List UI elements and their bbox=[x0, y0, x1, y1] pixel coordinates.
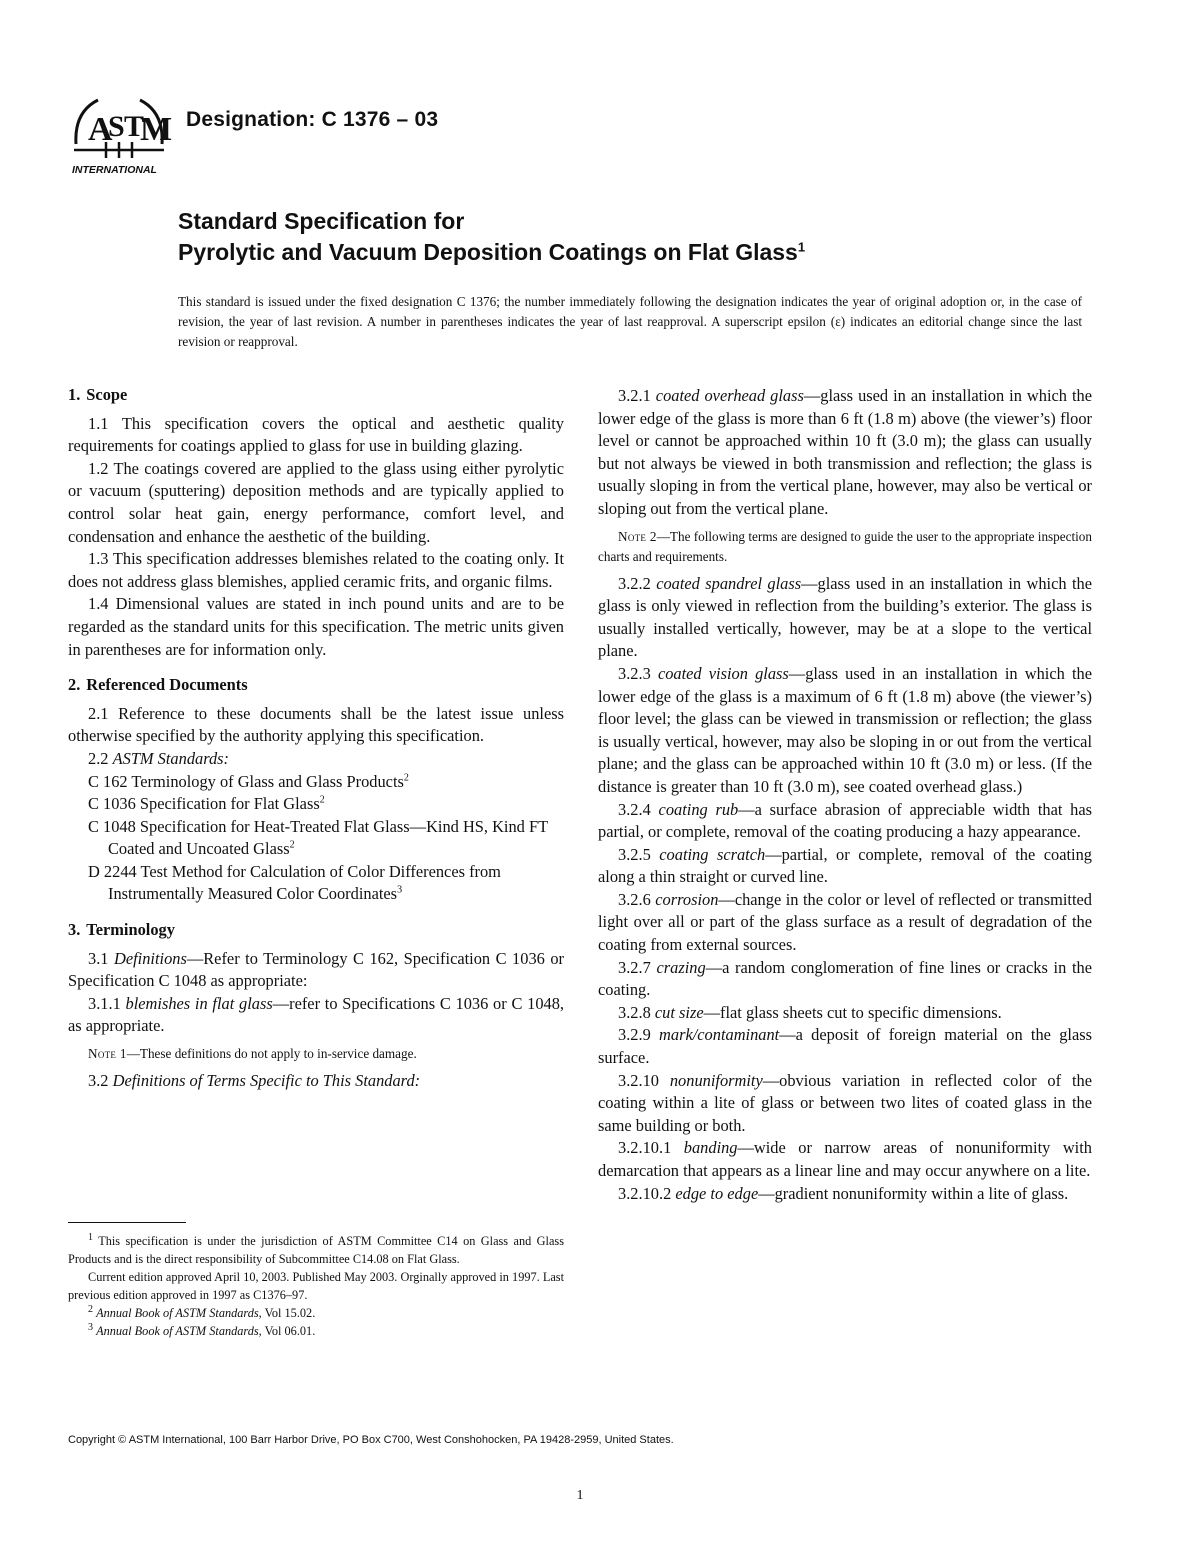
designation: Designation: C 1376 – 03 bbox=[186, 108, 439, 131]
definition-3-2-4: 3.2.4 coating rub—a surface abrasion of appreciable width that has partial, or complete, removal of the coating producing a hazy appearance. bbox=[598, 799, 1093, 842]
definition-3-2-6: 3.2.6 corrosion—change in the color or level of reflected or transmitted light over all or part of the glass surface as a result of degradation of the coating from external sources. bbox=[598, 889, 1092, 955]
issue-note: This standard is issued under the fixed designation C 1376; the number immediately following the designation indicates the year of original adoption or, in the case of revision, the year of last revision. A number in parentheses indicates the year of last reapproval. A superscript epsilon (ε) indicates an editorial change since the last revision or reapproval. bbox=[178, 294, 1082, 349]
footnote-rule bbox=[68, 1222, 186, 1223]
definition-3-2-2: 3.2.2 coated spandrel glass—glass used in an installation in which the glass is only viewed in reflection from the building’s exterior. The glass is usually installed vertically, however, may be at a slope to the vertical plane. bbox=[598, 573, 1092, 661]
reference-c1048: C 1048 Specification for Heat-Treated Flat Glass—Kind HS, Kind FT Coated and Uncoated Glass$^2$ bbox=[88, 816, 548, 859]
left-column bbox=[68, 384, 564, 1093]
definition-3-2-5: 3.2.5 coating scratch—partial, or complete, removal of the coating along a thin straight or curved line. bbox=[598, 844, 1092, 887]
note-1: Note 1—These definitions do not apply to in-service damage. bbox=[88, 1046, 417, 1062]
document-title bbox=[178, 206, 805, 268]
footnote-2: $^2$ Annual Book of ASTM Standards, Vol 15.02. bbox=[88, 1303, 316, 1320]
title-line-1: Standard Specification for bbox=[178, 208, 465, 234]
section-heading-referenced-documents: 2. Referenced Documents bbox=[68, 675, 248, 695]
paragraph-1-2: 1.2 The coatings covered are applied to the glass using either pyrolytic or vacuum (sputtering) deposition methods and are typically applied to control solar heat gain, energy performance, comfort level, and condensation and enhance the aesthetic of the building. bbox=[68, 458, 564, 546]
svg-text:INTERNATIONAL: INTERNATIONAL bbox=[72, 164, 157, 176]
definition-3-2-1: 3.2.1 coated overhead glass—glass used in an installation in which the lower edge of the glass is more than 6 ft (1.8 m) above (the viewer’s) floor level or cannot be approached within 10 ft (3.0 m); the glass can usually but not always be viewed in both transmission and reflection; the glass is usually sloping in from the vertical plane, however, may also be vertical or sloping out from the vertical plane. bbox=[598, 386, 1092, 518]
title-footnote-mark: 1 bbox=[797, 239, 806, 255]
paragraph-2-2: 2.2 ASTM Standards: bbox=[88, 748, 230, 768]
paragraph-3-2: 3.2 Definitions of Terms Specific to This Standard: bbox=[88, 1071, 421, 1091]
paragraph-1-4: 1.4 Dimensional values are stated in inch pound units and are to be regarded as the standard units for this specification. The metric units given in parentheses are for information only. bbox=[68, 594, 564, 659]
definition-3-2-3: 3.2.3 coated vision glass—glass used in an installation in which the lower edge of the glass is a maximum of 6 ft (1.8 m) above (the viewer’s) floor level; the glass can be viewed in transmission or reflection; the glass is usually vertical, however, may also be sloping in or out from the vertical plane; and the glass can be approached within 10 ft (3.0 m) or less. (If the distance is greater than 10 ft (3.0 m), see coated overhead glass.) bbox=[598, 663, 1092, 796]
copyright-line: Copyright © ASTM International, 100 Barr Harbor Drive, PO Box C700, West Conshohocken, PA 19428-2959, United States. bbox=[68, 1434, 674, 1446]
section-heading-terminology: 3. Terminology bbox=[68, 920, 175, 940]
paragraph-3-1-1: 3.1.1 blemishes in flat glass—refer to Specifications C 1036 or C 1048, as appropriate. bbox=[68, 993, 565, 1036]
definition-3-2-9: 3.2.9 mark/contaminant—a deposit of foreign material on the glass surface. bbox=[598, 1025, 1092, 1068]
svg-text:A: A bbox=[88, 111, 113, 148]
astm-logo bbox=[66, 92, 172, 178]
definition-3-2-10-1: 3.2.10.1 banding—wide or narrow areas of nonuniformity with demarcation that appears as a linear line and may occur anywhere on a lite. bbox=[598, 1138, 1092, 1180]
paragraph-2-1: 2.1 Reference to these documents shall be the latest issue unless otherwise specified by the authority applying this specification. bbox=[68, 703, 564, 746]
reference-c1036: C 1036 Specification for Flat Glass$^2$ bbox=[88, 794, 325, 814]
definition-3-2-8: 3.2.8 cut size—flat glass sheets cut to specific dimensions. bbox=[618, 1002, 1002, 1022]
title-line-2: Pyrolytic and Vacuum Deposition Coatings on Flat Glass$^1$ bbox=[178, 239, 806, 265]
reference-d2244: D 2244 Test Method for Calculation of Color Differences from Instrumentally Measured Color Coordinates$^3$ bbox=[88, 861, 501, 904]
definition-3-2-10: 3.2.10 nonuniformity—obvious variation in reflected color of the coating within a lite of glass or between two lites of coated glass in the same building or both. bbox=[598, 1070, 1092, 1135]
right-column bbox=[598, 385, 1092, 1205]
definition-3-2-7: 3.2.7 crazing—a random conglomeration of fine lines or cracks in the coating. bbox=[598, 957, 1092, 1000]
note-2: Note 2—The following terms are designed to guide the user to the appropriate inspection charts and requirements. bbox=[598, 528, 1092, 564]
definition-3-2-10-2: 3.2.10.2 edge to edge—gradient nonuniformity within a lite of glass. bbox=[618, 1183, 1069, 1203]
paragraph-3-1: 3.1 Definitions—Refer to Terminology C 162, Specification C 1036 or Specification C 1048 as appropriate: bbox=[68, 948, 564, 991]
footnotes bbox=[68, 1232, 564, 1340]
reference-c162: C 162 Terminology of Glass and Glass Products$^2$ bbox=[88, 771, 409, 791]
footnote-3: $^3$ Annual Book of ASTM Standards, Vol 06.01. bbox=[88, 1321, 316, 1338]
footnote-1: $^1$ This specification is under the jurisdiction of ASTM Committee C14 on Glass and Glass Products and is the direct responsibility of Subcommittee C14.08 on Flat Glass. bbox=[68, 1231, 564, 1266]
paragraph-1-3: 1.3 This specification addresses blemishes related to the coating only. It does not address glass blemishes, applied ceramic frits, and organic films. bbox=[68, 549, 564, 591]
footnote-1-continued: Current edition approved April 10, 2003. Published May 2003. Orginally approved in 1997. Last previous edition approved in 1997 as C1376–97. bbox=[68, 1270, 564, 1302]
page-number: 1 bbox=[576, 1488, 584, 1503]
paragraph-1-1: 1.1 This specification covers the optical and aesthetic quality requirements for coatings applied to glass for use in building glazing. bbox=[68, 413, 564, 456]
svg-text:S: S bbox=[108, 110, 125, 143]
svg-text:T: T bbox=[124, 110, 145, 143]
svg-text:M: M bbox=[140, 111, 172, 148]
section-heading-scope: 1. Scope bbox=[68, 385, 128, 404]
